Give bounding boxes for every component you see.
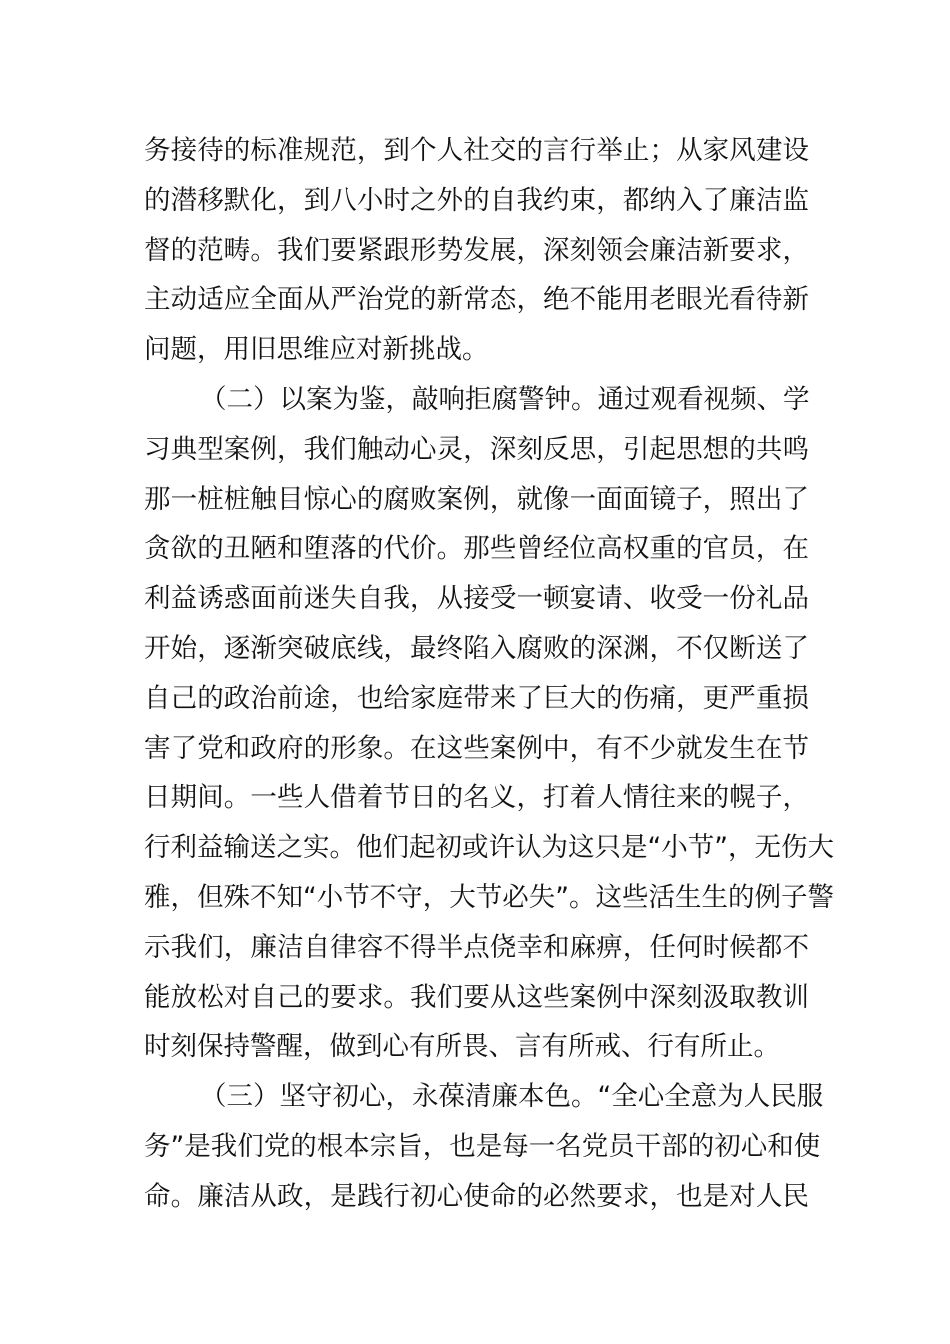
text-line: 问题，用旧思维应对新挑战。 — [144, 334, 489, 366]
text-line: 自己的政治前途，也给家庭带来了巨大的伤痛，更严重损 — [144, 682, 809, 714]
section-heading-line: （二）以案为鉴，敲响拒腐警钟。通过观看视频、学 — [200, 383, 810, 415]
text-line: 示我们，廉洁自律容不得半点侥幸和麻痹，任何时候都不 — [144, 931, 809, 963]
section-heading-line: （三）坚守初心，永葆清廉本色。“全心全意为人民服 — [200, 1081, 824, 1113]
text-line: 督的范畴。我们要紧跟形势发展，深刻领会廉洁新要求， — [144, 234, 809, 266]
text-line: 务”是我们党的根本宗旨，也是每一名党员干部的初心和使 — [144, 1130, 821, 1162]
text-line: 行利益输送之实。他们起初或许认为这只是“小节”，无伤大 — [144, 832, 834, 864]
text-line: 那一桩桩触目惊心的腐败案例，就像一面面镜子，照出了 — [144, 483, 809, 515]
text-line: 日期间。一些人借着节日的名义，打着人情往来的幌子， — [144, 782, 809, 814]
text-line: 贪欲的丑陋和堕落的代价。那些曾经位高权重的官员，在 — [144, 533, 809, 565]
text-line: 命。廉洁从政，是践行初心使命的必然要求，也是对人民 — [144, 1180, 809, 1212]
text-line: 害了党和政府的形象。在这些案例中，有不少就发生在节 — [144, 732, 809, 764]
text-line: 主动适应全面从严治党的新常态，绝不能用老眼光看待新 — [144, 284, 809, 316]
text-line: 能放松对自己的要求。我们要从这些案例中深刻汲取教训 — [144, 981, 809, 1013]
text-line: 务接待的标准规范，到个人社交的言行举止；从家风建设 — [144, 135, 809, 166]
text-line: 雅，但殊不知“小节不守，大节必失”。这些活生生的例子警 — [144, 881, 834, 913]
text-line: 利益诱惑面前迷失自我，从接受一顿宴请、收受一份礼品 — [144, 583, 809, 615]
text-line: 习典型案例，我们触动心灵，深刻反思，引起思想的共鸣 — [144, 433, 809, 465]
text-line: 的潜移默化，到八小时之外的自我约束，都纳入了廉洁监 — [144, 184, 809, 216]
document-body — [144, 126, 834, 1222]
text-line: 时刻保持警醒，做到心有所畏、言有所戒、行有所止。 — [144, 1031, 780, 1063]
text-line: 开始，逐渐突破底线，最终陷入腐败的深渊，不仅断送了 — [144, 632, 809, 664]
